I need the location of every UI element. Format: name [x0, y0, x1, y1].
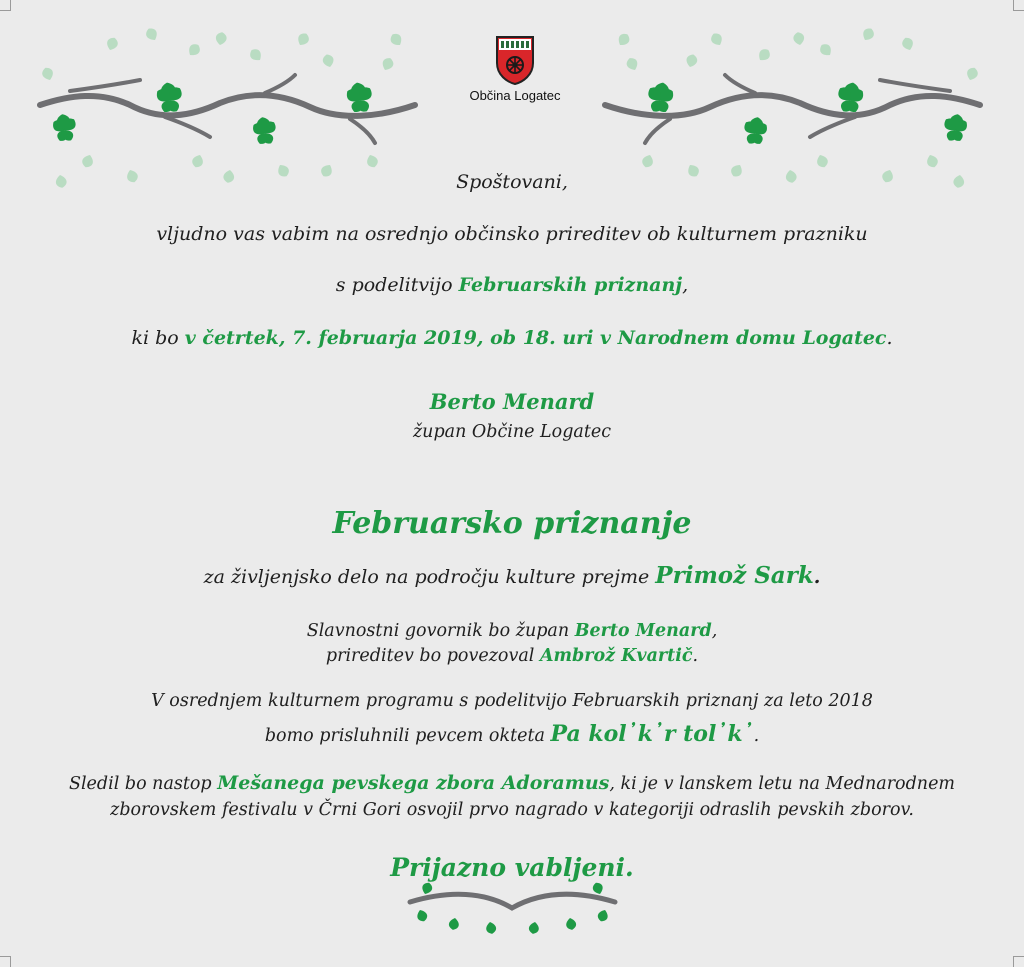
signature-role: župan Občine Logatec [412, 422, 612, 442]
branch-leaves-decoration-bottom [400, 880, 625, 935]
light-leaf-icon [641, 153, 656, 169]
twig-icon [165, 117, 210, 137]
invite-line-3-end: . [886, 327, 893, 349]
invite-line-2-text: s podelitvijo [335, 274, 459, 296]
award-line-text: za življenjsko delo na področju kulture prejme [203, 566, 656, 588]
green-leaf-icon [528, 921, 540, 935]
light-leaf-icon [815, 153, 830, 169]
light-leaf-icon [191, 153, 206, 169]
light-leaf-icon [41, 66, 56, 82]
twig-icon [350, 119, 375, 143]
performance-line-1 [0, 771, 1024, 796]
program-line-2-text: bomo prisluhnili pevcem okteta [264, 726, 551, 746]
light-leaf-icon [756, 47, 773, 64]
municipality-logo [450, 35, 580, 103]
green-leaf-icon [485, 921, 497, 935]
twig-icon [880, 80, 950, 91]
crop-mark-bottom-left [0, 956, 11, 967]
speaker-line-2 [0, 644, 1024, 668]
light-leaf-icon [186, 42, 203, 59]
crop-mark-top-right [1013, 0, 1024, 11]
octet-name: Pa kol᾿k᾿r tol᾿k᾿ [550, 721, 754, 747]
light-leaf-icon [365, 153, 380, 169]
green-leaf-icon [448, 917, 460, 931]
program-line-1: V osrednjem kulturnem programu s podelitvijo Februarskih priznanj za leto 2018 [151, 691, 873, 711]
twig-icon [645, 119, 670, 143]
light-leaf-icon [792, 31, 805, 46]
light-leaf-icon [709, 31, 725, 48]
light-leaf-icon [215, 31, 228, 46]
branch-icon [410, 894, 615, 908]
crop-mark-bottom-right [1013, 956, 1024, 967]
twig-icon [725, 75, 755, 93]
light-leaf-icon [616, 31, 632, 48]
invite-line-3-text: ki bo [131, 327, 185, 349]
speaker-line-1-text: Slavnostni govornik bo župan [306, 621, 575, 641]
municipality-name: Občina Logatec [469, 88, 561, 103]
light-leaf-icon [625, 56, 640, 72]
twig-icon [265, 75, 295, 93]
light-leaf-icon [81, 153, 96, 169]
performance-line-1-end: , ki je v lanskem letu na Mednarodnem [609, 774, 956, 794]
twig-icon [810, 117, 855, 137]
light-leaf-icon [144, 26, 160, 43]
coat-of-arms-icon [495, 35, 535, 85]
light-leaf-icon [248, 47, 265, 64]
program-line-2 [0, 722, 1024, 748]
invite-line-2-end: , [682, 274, 689, 296]
signature-name: Berto Menard [429, 389, 595, 414]
award-line [0, 564, 1024, 589]
performance-line-2: zborovskem festivalu v Črni Gori osvojil prvo nagrado v kategoriji odraslih pevskih zborov. [110, 800, 914, 820]
award-line-end: . [813, 566, 821, 588]
green-leaf-icon [565, 917, 577, 931]
award-name-highlight: Februarskih priznanj [458, 274, 683, 296]
greeting: Spoštovani, [456, 171, 568, 193]
award-title: Februarsko priznanje [332, 506, 692, 541]
light-leaf-icon [105, 36, 120, 52]
light-leaf-icon [388, 31, 404, 48]
light-leaf-icon [901, 36, 916, 52]
twig-icon [70, 80, 140, 91]
light-leaf-icon [380, 56, 395, 72]
invite-line-2 [0, 273, 1024, 297]
light-leaf-icon [321, 53, 335, 68]
light-leaf-icon [818, 42, 835, 59]
invite-line-3 [0, 326, 1024, 350]
light-leaf-icon [295, 31, 311, 48]
invite-line-1: vljudno vas vabim na osrednjo občinsko prireditev ob kulturnem prazniku [156, 223, 868, 245]
light-leaf-icon [925, 153, 940, 169]
light-leaf-icon [965, 66, 980, 82]
crop-mark-top-left [0, 0, 11, 11]
speaker-line-2-end: . [692, 646, 699, 666]
speaker-name: Berto Menard [574, 621, 712, 641]
green-leaf-icon [596, 908, 609, 923]
closing-text: Prijazno vabljeni. [390, 853, 634, 882]
light-leaf-icon [860, 26, 876, 43]
light-leaf-icon [685, 53, 699, 68]
speaker-line-1 [0, 619, 1024, 643]
performance-line-1-text: Sledil bo nastop [68, 774, 218, 794]
speaker-line-1-end: , [711, 621, 718, 641]
program-line-2-end: . [753, 726, 760, 746]
award-recipient: Primož Sark [655, 562, 814, 589]
event-date-location: v četrtek, 7. februarja 2019, ob 18. uri v Narodnem domu Logatec [184, 327, 887, 349]
host-name: Ambrož Kvartič [539, 646, 693, 666]
green-leaf-icon [415, 908, 428, 923]
speaker-line-2-text: prireditev bo povezoval [325, 646, 540, 666]
choir-name: Mešanega pevskega zbora Adoramus [217, 772, 610, 794]
